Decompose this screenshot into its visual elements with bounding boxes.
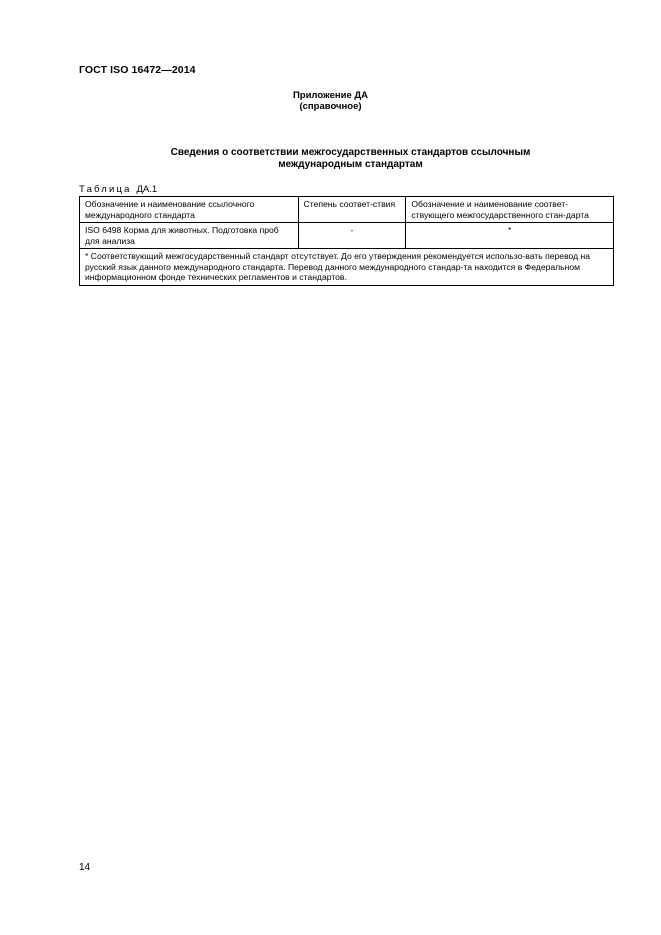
header-cell-interstate-standard: Обозначение и наименование соответ-ствующего межгосударственного стан-дарта — [406, 197, 614, 223]
cell-degree: - — [298, 223, 406, 249]
table-header-row — [80, 197, 614, 223]
table-footnote: * Соответствующий межгосударственный стандарт отсутствует. До его утверждения рекомендуется использо-вать перевод на русский язык данного международного стандарта. Перевод данного международного стандар-та находится в Федеральном информационном фонде технических регламентов и стандартов. — [80, 249, 614, 286]
header-cell-reference-standard: Обозначение и наименование ссылочного международного стандарта — [80, 197, 299, 223]
correspondence-table — [79, 196, 614, 286]
table-caption — [79, 184, 157, 195]
section-heading-line-1: Сведения о соответствии межгосударственных стандартов ссылочным — [170, 147, 531, 158]
table-caption-number: ДА.1 — [136, 184, 158, 195]
document-code: ГОСТ ISO 16472—2014 — [79, 64, 196, 76]
section-heading — [130, 147, 571, 171]
page-number: 14 — [79, 862, 91, 873]
table-footnote-row — [80, 249, 614, 286]
appendix-subtitle: (справочное) — [299, 101, 362, 112]
table-row — [80, 223, 614, 249]
appendix-title: Приложение ДА — [292, 90, 369, 101]
section-heading-line-2: международным стандартам — [278, 159, 423, 170]
cell-interstate-standard: * — [406, 223, 614, 249]
table-caption-prefix: Таблица — [79, 184, 132, 195]
cell-reference-standard: ISO 6498 Корма для животных. Подготовка проб для анализа — [80, 223, 299, 249]
header-cell-degree: Степень соответ-ствия — [298, 197, 406, 223]
